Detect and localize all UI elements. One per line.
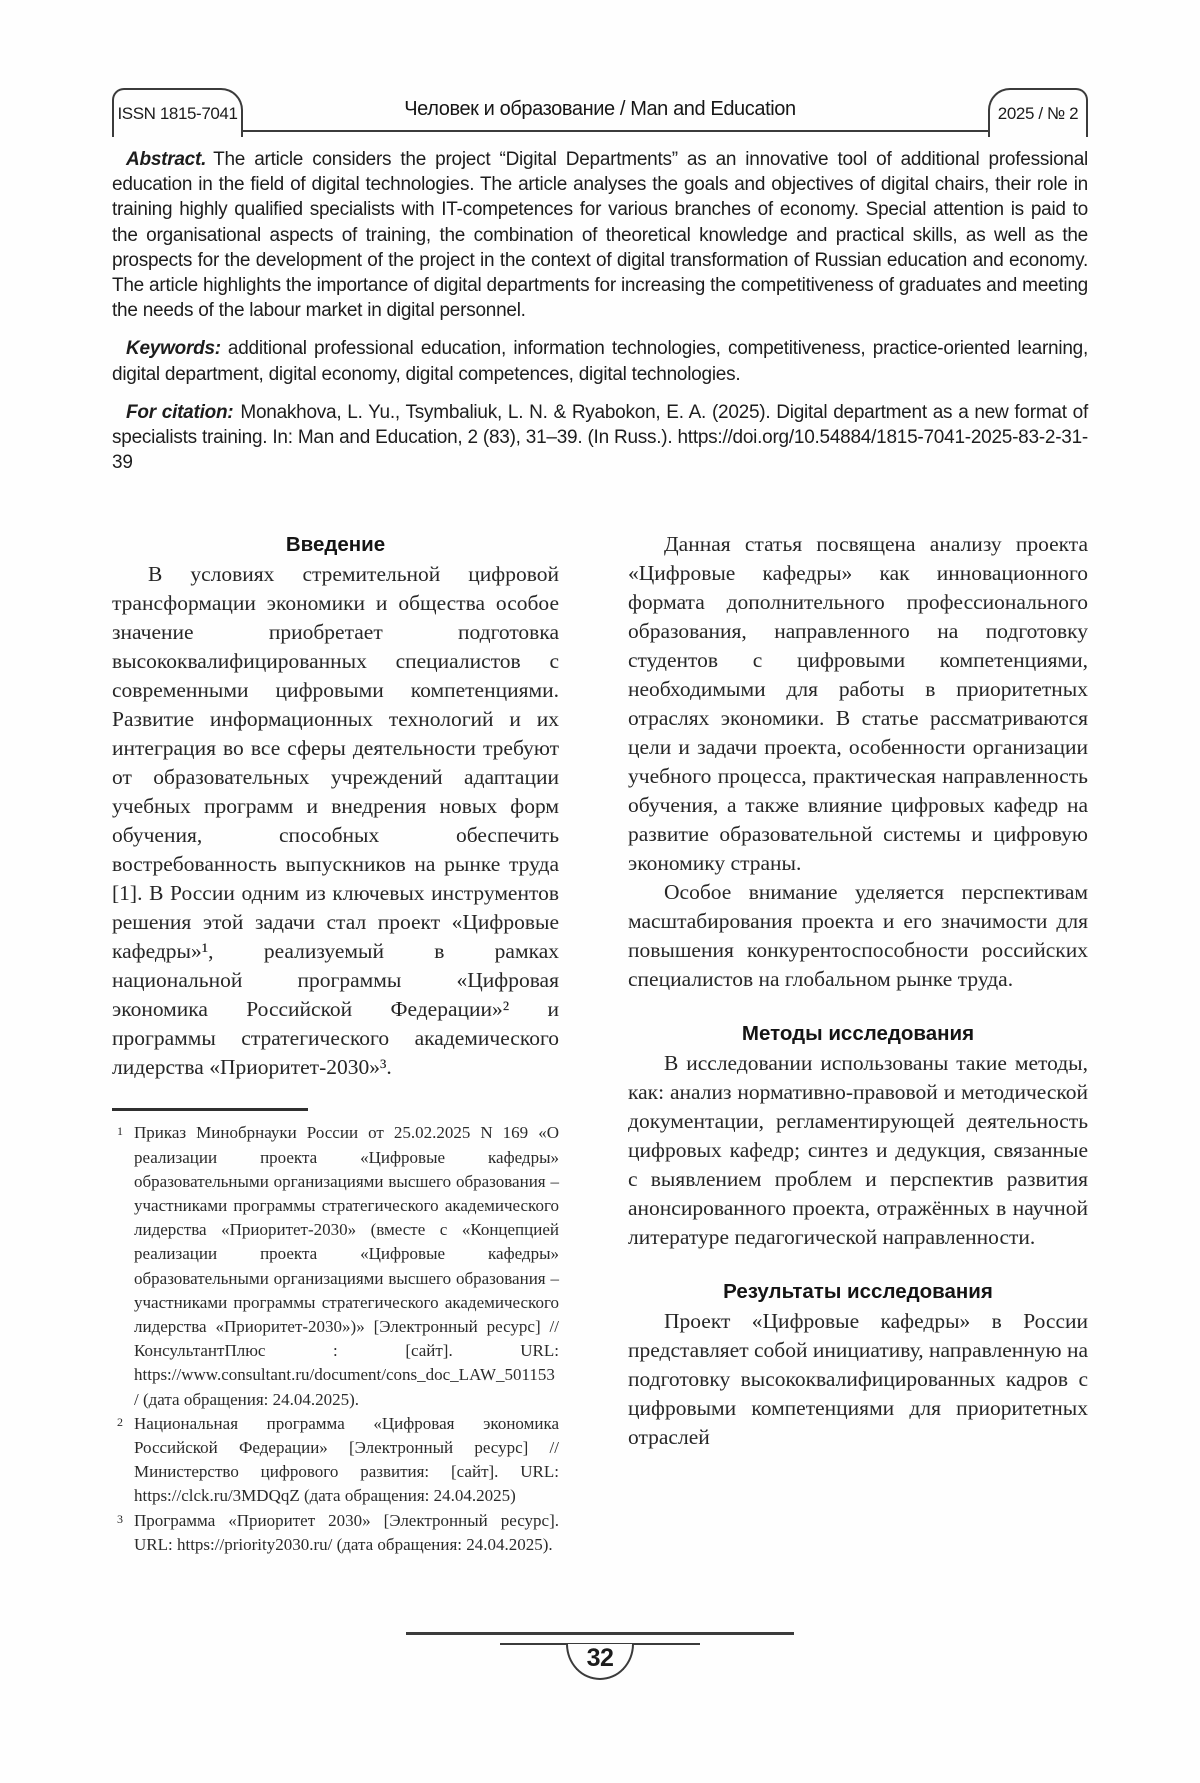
footer-rule-long — [406, 1632, 794, 1635]
footnote-3-text: Программа «Приоритет 2030» [Электронный ресурс]. URL: https://priority2030.ru/ (дата обращения: 24.04.2025). — [134, 1510, 559, 1554]
overview-paragraph-1: Данная статья посвящена анализу проекта «Цифровые кафедры» как инновационного формата дополнительного профессионального образования, направленного на подготовку студентов с цифровыми компетенциями, необходимыми для работы в приоритетных отраслях экономики. В статье рассматриваются цели и задачи проекта, особенности организации учебного процесса, практическая направленность обучения, а также влияние цифровых кафедр на развитие образовательной системы и цифровую экономику страны. — [628, 532, 1088, 876]
results-paragraph: Проект «Цифровые кафедры» в России представляет собой инициативу, направленную на подготовку высококвалифицированных кадров с цифровыми компетенциями для приоритетных отраслей — [628, 1309, 1088, 1450]
citation-text: Monakhova, L. Yu., Tsymbaliuk, L. N. & Ryabokon, E. A. (2025). Digital department as a new format of specialists training. In: Man and Education, 2 (83), 31–39. (In Russ.). https://doi.org/10.54884/1815-7041-2025-83-2-31-39 — [112, 401, 1088, 474]
footnote-1 — [112, 1121, 559, 1411]
methods-heading: Методы исследования — [741, 1022, 975, 1046]
methods-paragraph: В исследовании использованы такие методы, как: анализ нормативно-правовой и методической документации, регламентирующей деятельность цифровых кафедр; синтез и дедукция, связанные с выявлением проблем и перспектив развития анонсированного проекта, отражённых в научной литературе педагогической направленности. — [628, 1051, 1088, 1250]
keywords — [112, 336, 1088, 386]
citation — [112, 400, 1088, 476]
footnote-3 — [112, 1509, 559, 1557]
right-column — [628, 530, 1088, 1557]
introduction-paragraph: В условиях стремительной цифровой трансформации экономики и общества особое значение приобретает подготовка высококвалифицированных специалистов с современными цифровыми компетенциями. Развитие информационных технологий и их интеграция во все сферы деятельности требуют от образовательных учреждений адаптации учебных программ и внедрения новых форм обучения, способных обеспечить востребованность выпускников на рынке труда [1]. В России одним из ключевых инструментов решения этой задачи стал проект «Цифровые кафедры»¹, реализуемый в рамках национальной программы «Цифровая экономика Российской Федерации»² и программы стратегического академического лидерства «Приоритет-2030»³. — [112, 562, 559, 1080]
footnote-1-text: Приказ Минобрнауки России от 25.02.2025 N 169 «О реализации проекта «Цифровые кафедры» образовательными организациями высшего образования – участниками программы стратегического академического лидерства «Приоритет-2030» (вместе с «Концепцией реализации проекта «Цифровые кафедры» образовательными организациями высшего образования – участниками программы стратегического академического лидерства «Приоритет-2030»)» [Электронный ресурс] // КонсультантПлюс : [сайт]. URL: https://www.consultant.ru/document/cons_doc_LAW_501153/ (дата обращения: 24.04.2025). — [134, 1123, 559, 1409]
page-header — [112, 86, 1088, 132]
keywords-text: additional professional education, information technologies, competitiveness, practice-oriented learning, digital department, digital economy, digital competences, digital technologies. — [112, 338, 1088, 385]
abstract-label: Abstract. — [126, 149, 207, 170]
issue-label: 2025 / № 2 — [997, 103, 1079, 123]
footnote-3-number: 3 — [117, 1511, 123, 1526]
footnote-1-number: 1 — [117, 1124, 123, 1139]
footnote-2 — [112, 1412, 559, 1509]
footnote-rule — [112, 1108, 308, 1111]
header-rule — [112, 130, 1088, 133]
abstract — [112, 147, 1088, 323]
issn-label: ISSN 1815-7041 — [117, 103, 238, 123]
page-number-badge — [566, 1644, 634, 1680]
abstract-text: The article considers the project “Digital Departments” as an innovative tool of additional professional education in the field of digital technologies. The article analyses the goals and objectives of digital chairs, their role in training highly qualified specialists with IT-competences for various branches of economy. Special attention is paid to the organisational aspects of training, the combination of theoretical knowledge and practical skills, as well as the prospects for the development of the project in the context of digital transformation of Russian education and economy. The article highlights the importance of digital departments for increasing the competitiveness of graduates and meeting the needs of the labour market in digital personnel. — [112, 149, 1088, 322]
overview-paragraph-2: Особое внимание уделяется перспективам масштабирования проекта и его значимости для повышения конкурентоспособности российских специалистов на глобальном рынке труда. — [628, 880, 1088, 992]
results-heading: Результаты исследования — [723, 1280, 993, 1304]
citation-label: For citation: — [126, 401, 234, 423]
page-footer — [112, 1632, 1088, 1680]
keywords-label: Keywords: — [126, 338, 221, 360]
introduction-heading: Введение — [285, 533, 386, 557]
footnotes — [112, 1121, 559, 1557]
left-column — [112, 530, 559, 1557]
journal-title: Человек и образование / Man and Education — [404, 98, 796, 120]
footnote-2-number: 2 — [117, 1414, 123, 1429]
footnote-2-text: Национальная программа «Цифровая экономика Российской Федерации» [Электронный ресурс] // Министерство цифрового развития: [сайт]. URL: https://clck.ru/3MDQqZ (дата обращения: 24.04.2025) — [134, 1413, 559, 1506]
article-columns — [112, 530, 1088, 1557]
front-matter — [112, 147, 1088, 475]
issue-tab — [988, 88, 1088, 137]
page-number: 32 — [586, 1644, 614, 1672]
